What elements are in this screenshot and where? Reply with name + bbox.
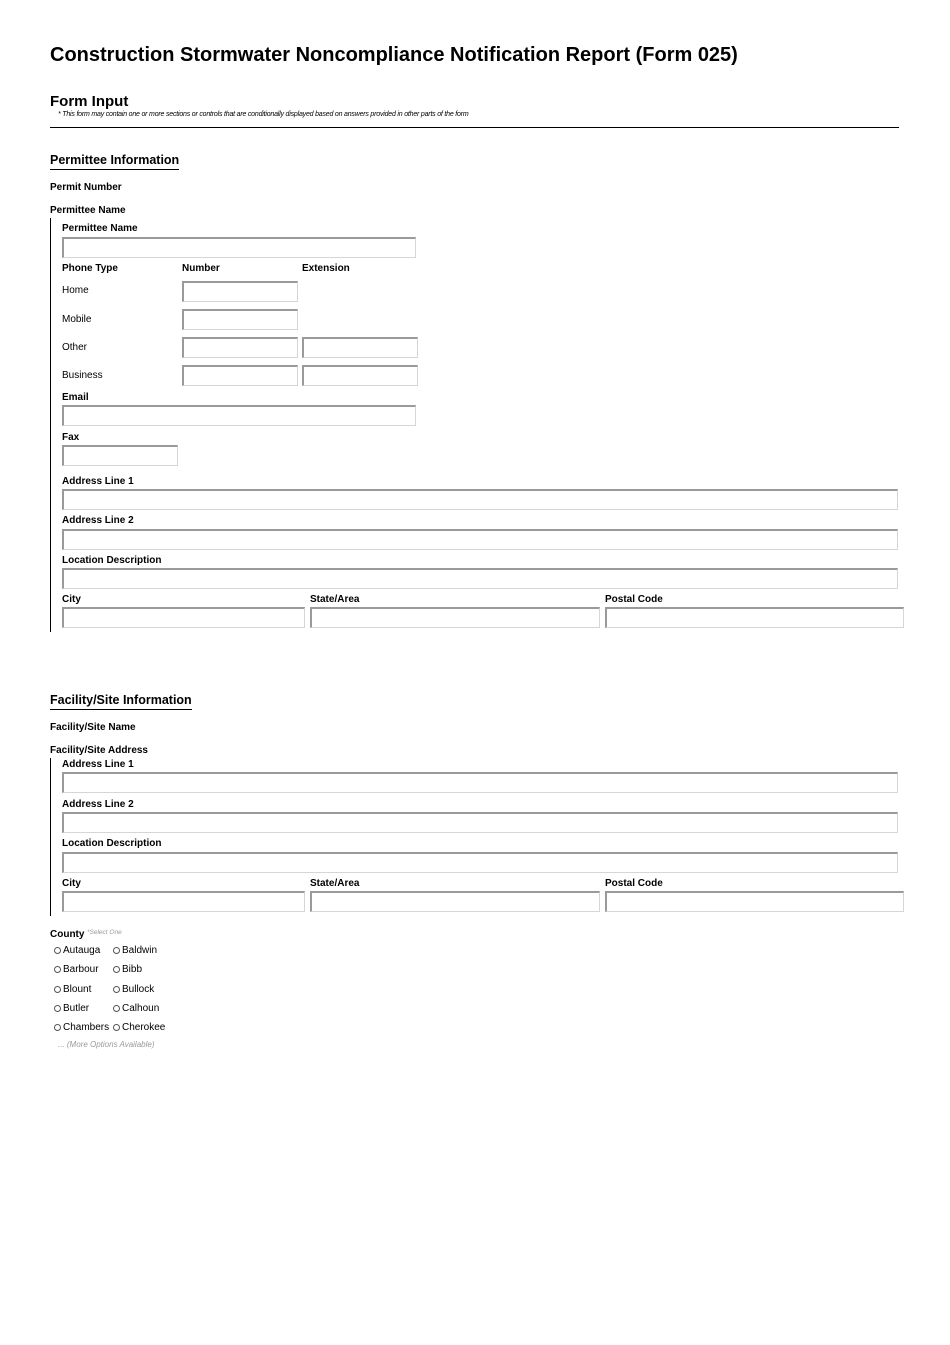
facility-city-input[interactable] [62,891,305,912]
facility-state-label: State/Area [310,878,360,889]
radio-button-icon[interactable] [54,1005,61,1012]
radio-button-icon[interactable] [54,966,61,973]
permittee-postal-code-input[interactable] [605,607,904,628]
business-phone-extension-input[interactable] [302,365,418,386]
radio-button-icon[interactable] [54,986,61,993]
permittee-state-input[interactable] [310,607,600,628]
facility-address-line2-label: Address Line 2 [62,799,134,810]
county-option-cherokee[interactable]: Cherokee [113,1022,165,1033]
county-option-bullock[interactable]: Bullock [113,984,154,995]
permittee-city-label: City [62,594,81,605]
permittee-postal-code-label: Postal Code [605,594,663,605]
other-phone-number-input[interactable] [182,337,298,358]
permittee-location-description-input[interactable] [62,568,898,589]
county-option-blount[interactable]: Blount [54,984,91,995]
conditional-display-note: * This form may contain one or more sections or controls that are conditionally displayed based on answers provided in other parts of the form [58,111,469,118]
form-input-heading: Form Input [50,93,129,110]
radio-button-icon[interactable] [113,986,120,993]
permittee-address-line2-input[interactable] [62,529,898,550]
facility-group-bar [50,758,51,916]
email-input[interactable] [62,405,416,426]
fax-label: Fax [62,432,80,443]
permittee-state-label: State/Area [310,594,360,605]
other-phone-extension-input[interactable] [302,337,418,358]
radio-button-icon[interactable] [54,1024,61,1031]
phone-type-business: Business [62,370,103,381]
phone-number-header: Number [182,263,220,274]
fax-input[interactable] [62,445,178,466]
county-option-barbour[interactable]: Barbour [54,964,99,975]
county-option-baldwin[interactable]: Baldwin [113,945,157,956]
facility-site-name-label: Facility/Site Name [50,722,136,733]
header-divider [50,127,899,128]
radio-button-icon[interactable] [113,966,120,973]
county-label: County [50,929,85,940]
facility-city-label: City [62,878,81,889]
permittee-address-line2-label: Address Line 2 [62,515,134,526]
permittee-location-description-label: Location Description [62,555,162,566]
radio-button-icon[interactable] [54,947,61,954]
facility-address-line2-input[interactable] [62,812,898,833]
county-option-chambers[interactable]: Chambers [54,1022,109,1033]
facility-postal-code-input[interactable] [605,891,904,912]
phone-type-header: Phone Type [62,263,118,274]
permittee-name-label: Permittee Name [62,223,138,234]
county-more-options-note: ... (More Options Available) [58,1040,155,1049]
email-label: Email [62,392,89,403]
permittee-address-line1-input[interactable] [62,489,898,510]
phone-extension-header: Extension [302,263,350,274]
county-option-calhoun[interactable]: Calhoun [113,1003,159,1014]
phone-type-mobile: Mobile [62,314,92,325]
permittee-address-line1-label: Address Line 1 [62,476,134,487]
facility-location-description-label: Location Description [62,838,162,849]
permittee-city-input[interactable] [62,607,305,628]
county-option-bibb[interactable]: Bibb [113,964,142,975]
facility-location-description-input[interactable] [62,852,898,873]
radio-button-icon[interactable] [113,1024,120,1031]
permittee-section-title: Permittee Information [50,153,179,170]
permittee-group-bar [50,218,51,632]
facility-site-address-group-label: Facility/Site Address [50,745,148,756]
home-phone-number-input[interactable] [182,281,298,302]
mobile-phone-number-input[interactable] [182,309,298,330]
permit-number-label: Permit Number [50,182,122,193]
county-option-butler[interactable]: Butler [54,1003,89,1014]
facility-address-line1-label: Address Line 1 [62,759,134,770]
radio-button-icon[interactable] [113,947,120,954]
facility-address-line1-input[interactable] [62,772,898,793]
phone-type-other: Other [62,342,88,353]
radio-button-icon[interactable] [113,1005,120,1012]
county-select-one-hint: *Select One [87,929,122,936]
phone-type-home: Home [62,285,89,296]
permittee-name-group-label: Permittee Name [50,205,126,216]
business-phone-number-input[interactable] [182,365,298,386]
permittee-name-input[interactable] [62,237,416,258]
facility-state-input[interactable] [310,891,600,912]
facility-postal-code-label: Postal Code [605,878,663,889]
county-option-autauga[interactable]: Autauga [54,945,100,956]
document-title: Construction Stormwater Noncompliance Notification Report (Form 025) [50,44,738,66]
facility-section-title: Facility/Site Information [50,693,192,710]
